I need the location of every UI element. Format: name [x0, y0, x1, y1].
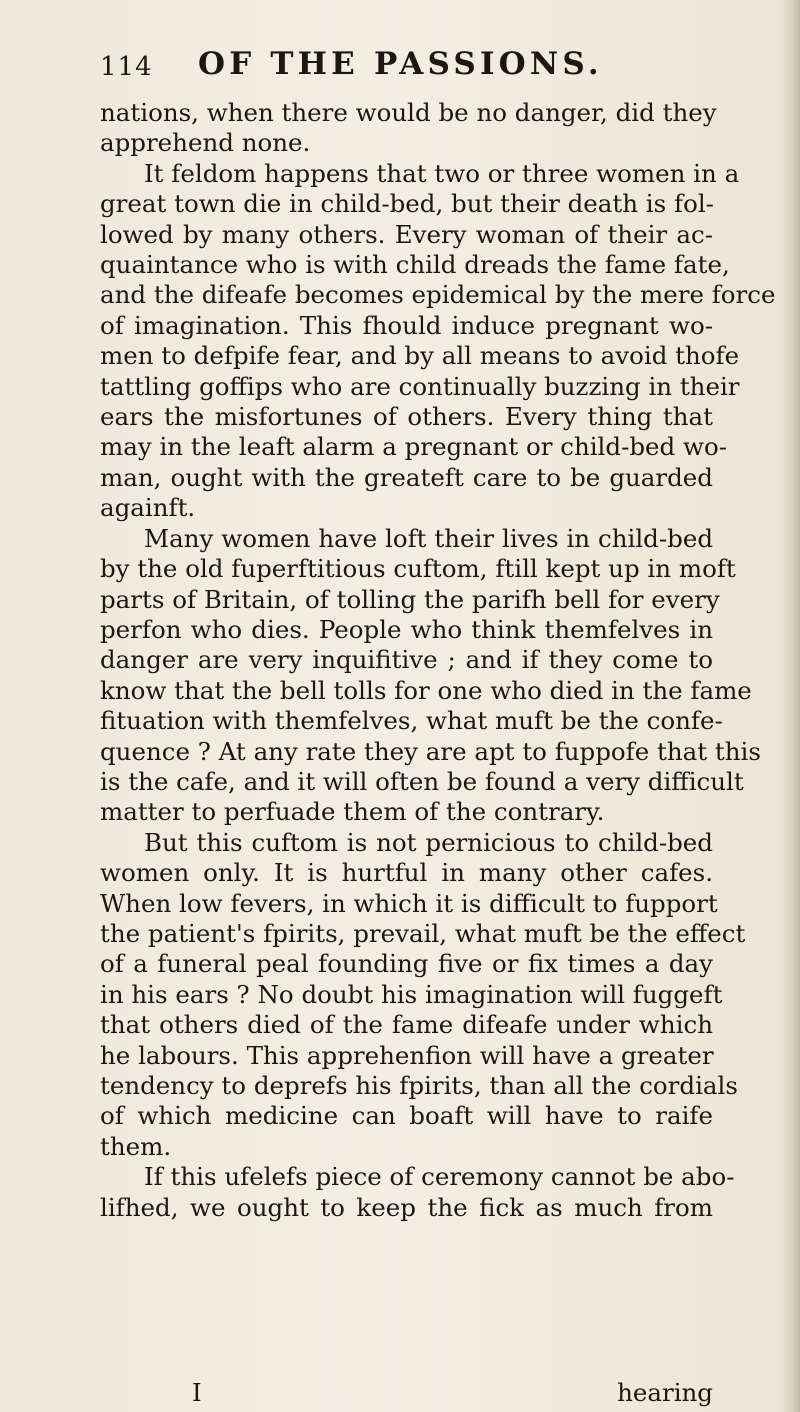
paragraph — [100, 523, 761, 828]
text-line: the patient's fpirits, prevail, what muft be the effect — [100, 918, 746, 948]
text-line: tendency to deprefs his fpirits, than all the cordials — [100, 1071, 738, 1100]
text-line: by the old fuperftitious cuftom, ftill kept up in moft — [100, 554, 736, 584]
text-line: fituation with themfelves, what muft be the confe- — [100, 706, 723, 736]
page-footer — [100, 1378, 713, 1408]
text-line: may in the leaft alarm a pregnant or child-bed wo- — [100, 432, 728, 462]
text-line: he labours. This apprehenfion will have a greater — [100, 1040, 714, 1070]
text-line: man, ought with the greateft care to be guarded — [100, 462, 713, 492]
text-line: tattling goffips who are continually buzzing in their — [100, 371, 740, 401]
text-line: know that the bell tolls for one who died in the fame — [100, 675, 752, 705]
text-line: lowed by many others. Every woman of their ac- — [100, 219, 713, 249]
text-line: matter to perfuade them of the contrary. — [100, 797, 605, 827]
text-line: But this cuftom is not pernicious to child-bed — [144, 827, 713, 857]
signature-mark: I — [192, 1378, 202, 1407]
text-line: againft. — [100, 493, 196, 523]
text-line: of imagination. This fhould induce pregnant wo- — [100, 310, 713, 340]
running-head: OF THE PASSIONS. — [198, 46, 603, 82]
text-line: ears the misfortunes of others. Every thing that — [100, 402, 713, 432]
text-line: and the difeafe becomes epidemical by the mere force — [100, 280, 776, 310]
text-line: perfon who dies. People who think themfelves in — [100, 614, 713, 644]
text-line: is the cafe, and it will often be found a very difficult — [100, 766, 744, 796]
paragraph — [100, 158, 776, 524]
text-line: parts of Britain, of tolling the parifh bell for every — [100, 584, 720, 614]
page-edge-shadow — [778, 0, 800, 1412]
text-line: that others died of the fame difeafe under which — [100, 1010, 713, 1040]
text-line: lifhed, we ought to keep the fick as much from — [100, 1192, 713, 1222]
text-line: danger are very inquifitive ; and if they come to — [100, 645, 713, 675]
paragraph — [100, 98, 717, 159]
text-line: apprehend none. — [100, 128, 311, 158]
text-line: nations, when there would be no danger, did they — [100, 98, 717, 127]
paragraph — [100, 1162, 735, 1223]
text-line: If this ufelefs piece of ceremony cannot be abo- — [144, 1162, 735, 1192]
text-line: It feldom happens that two or three women in a — [144, 158, 740, 188]
text-line: quaintance who is with child dreads the fame fate, — [100, 250, 730, 280]
page-number: 114 — [100, 52, 153, 82]
text-line: women only. It is hurtful in many other cafes. — [100, 858, 713, 888]
text-line: of a funeral peal founding five or fix times a day — [100, 949, 713, 979]
body-text — [100, 98, 776, 1223]
text-line: them. — [100, 1131, 172, 1161]
catchword: hearing — [617, 1378, 713, 1407]
paragraph — [100, 827, 746, 1162]
text-line: in his ears ? No doubt his imagination will fuggeft — [100, 979, 723, 1009]
page-header — [100, 46, 710, 94]
text-line: great town die in child-bed, but their death is fol- — [100, 189, 714, 219]
text-line: men to defpife fear, and by all means to avoid thofe — [100, 341, 740, 371]
text-line: of which medicine can boaft will have to raife — [100, 1101, 713, 1131]
text-line: When low fevers, in which it is difficult to fupport — [100, 888, 718, 918]
text-line: Many women have loft their lives in child-bed — [144, 523, 713, 553]
text-line: quence ? At any rate they are apt to fuppofe that this — [100, 736, 761, 766]
